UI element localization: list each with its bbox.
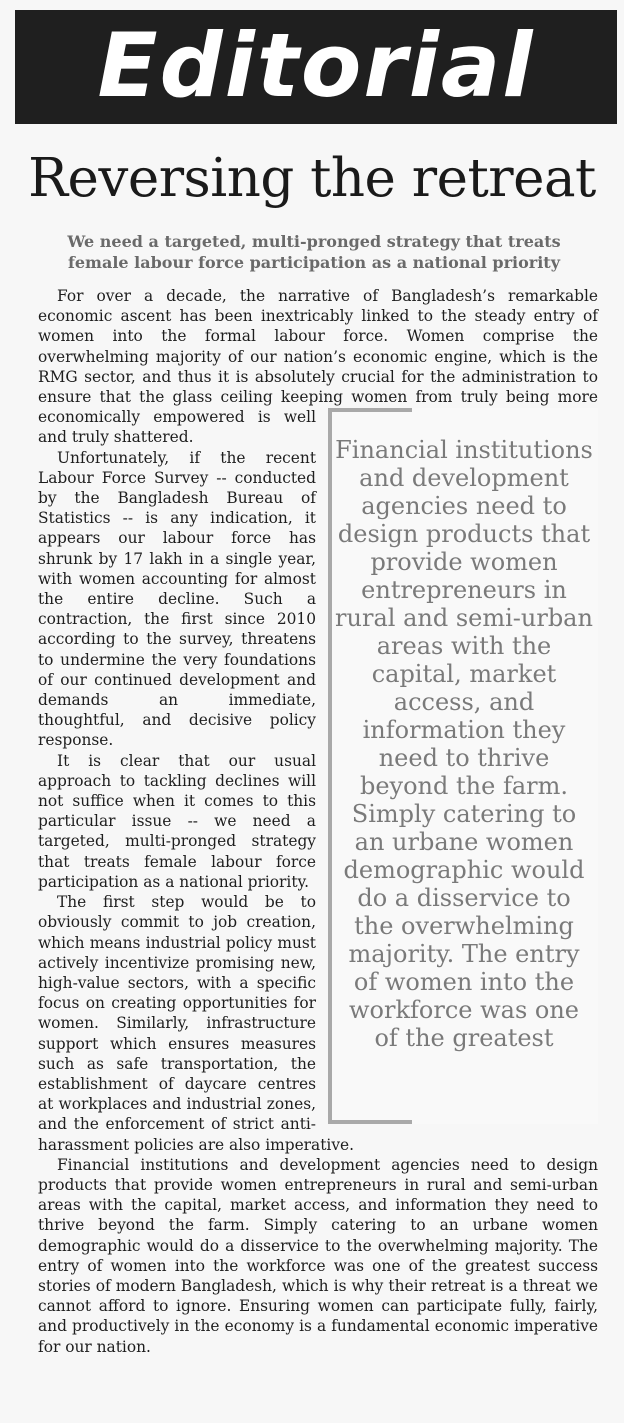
pull-quote-top-rule: [328, 408, 412, 412]
section-banner: [15, 10, 617, 124]
paragraph-5: Financial institutions and development agencies need to design products that provide women entrepreneurs in rural and semi-urban areas with the capital, market access, and information they need to thrive beyond the farm. Simply catering to an urbane women demographic would do a disservice to the overwhelming majority. The entry of women into the workforce was one of the greatest success stories of modern Bangladesh, which is why their retreat is a threat we cannot afford to ignore. Ensuring women can participate fully, fairly, and productively in the economy is a fundamental economic imperative for our nation.: [38, 1155, 598, 1356]
pull-quote-bottom-rule: [328, 1120, 412, 1124]
section-label: Editorial: [97, 14, 535, 117]
article-body: [38, 286, 598, 1357]
paragraph-3: It is clear that our usual approach to tackling declines will not suffice when it comes to this particular issue -- we need a targeted, multi-pronged strategy that treats female labour force participation as a national priority.: [38, 751, 316, 891]
pull-quote: [328, 408, 598, 1124]
paragraph-1: For over a decade, the narrative of Bangladesh’s remarkable economic ascent has been inextricably linked to the steady entry of women into the formal labour force. Women comprise the overwhelming majority of our nation’s economic engine, which is the RMG sector, and thus it is absolutely crucial for the administration to ensure that the glass ceiling keeping women from truly being more economically empowered is well and truly shattered.: [38, 287, 598, 447]
paragraph-2: Unfortunately, if the recent Labour Force Survey -- conducted by the Bangladesh Bureau of Statistics -- is any indication, it appears our labour force has shrunk by 17 lakh in a single year, with women accounting for almost the entire decline. Such a contraction, the first since 2010 according to the survey, threatens to undermine the very foundations of our continued development and demands an immediate, thoughtful, and decisive policy response.: [38, 448, 316, 750]
headline: Reversing the retreat: [28, 148, 596, 209]
deck: We need a targeted, multi-pronged strategy that treats female labour force participation as a national priority: [67, 232, 561, 272]
pull-quote-left-rule: [328, 408, 332, 1124]
pull-quote-text: Financial institutions and development agencies need to design products that provide women entrepreneurs in rural and semi-urban areas with the capital, market access, and information they need to thrive beyond the farm. Simply catering to an urbane women demographic would do a disservice to the overwhelming majority. The entry of women into the workforce was one of the greatest: [335, 436, 593, 1052]
paragraph-4: The first step would be to obviously commit to job creation, which means industrial policy must actively incentivize promising new, high-value sectors, with a specific focus on creating opportunities for women. Similarly, infrastructure support which ensures measures such as safe transportation, the establishment of daycare centres at workplaces and industrial zones, and the enforcement of strict anti-harassment policies are also imperative.: [38, 893, 355, 1154]
